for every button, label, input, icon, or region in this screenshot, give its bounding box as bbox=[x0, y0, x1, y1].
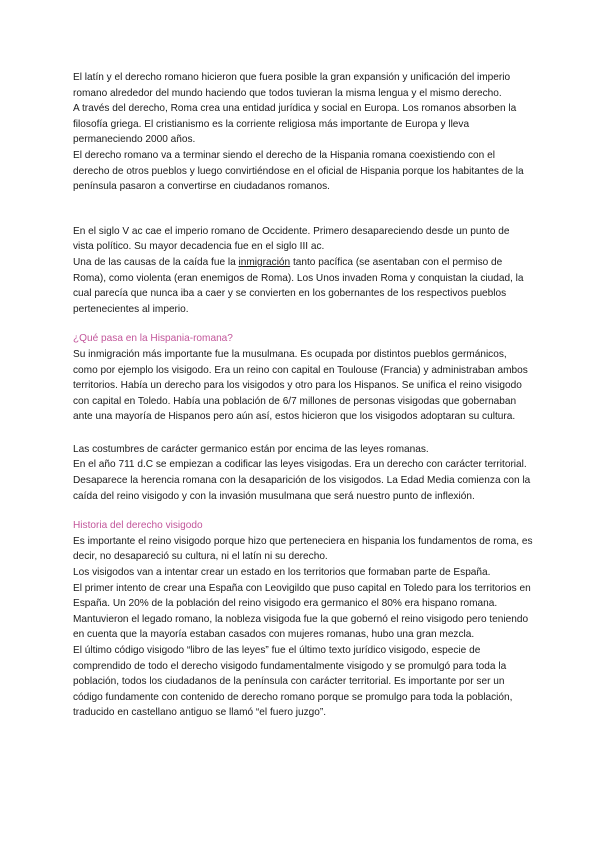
paragraph: El derecho romano va a terminar siendo el derecho de la Hispania romana coexistiendo con el derecho de otros pueblos y luego convirtiéndose en el oficial de Hispania porque los habitantes de la península pasaron a convertirse en ciudadanos romanos. bbox=[73, 149, 524, 193]
spacer bbox=[73, 317, 533, 331]
spacer bbox=[73, 425, 533, 442]
paragraph: A través del derecho, Roma crea una entidad jurídica y social en Europa. Los romanos absorben la filosofía griega. El cristianismo es la corriente religiosa más importante de Europa y lleva permaneciendo 2000 años. bbox=[73, 103, 517, 146]
paragraph: El latín y el derecho romano hicieron que fuera posible la gran expansión y unificación del imperio romano alrededor del mundo haciendo que todos tuvieran la misma lengua y el mismo derecho. bbox=[73, 72, 511, 99]
paragraph: Los visigodos van a intentar crear un estado en los territorios que formaban parte de España. bbox=[73, 567, 491, 579]
paragraph: Desaparece la herencia romana con la desaparición de los visigodos. La Edad Media comienza con la caída del reino visigodo y con la invasión musulmana que será nuestro punto de inflexión. bbox=[73, 475, 531, 502]
section-hispania-romana bbox=[73, 331, 533, 504]
paragraph: El último código visigodo “libro de las leyes” fue el último texto jurídico visigodo, especie de comprendido de todo el derecho visigodo fundamentalmente visigodo y se promulgó para toda la población, todos los ciudadanos de la península con carácter territorial. Es importante por ser un código fundamente con contenido de derecho romano porque se promulgo para toda la población, traducido en castellano antiguo se llamó “el fuero juzgo”. bbox=[73, 645, 513, 719]
paragraph: En el año 711 d.C se empiezan a codificar las leyes visigodas. Era un derecho con carácter territorial. bbox=[73, 459, 527, 471]
text-run: tanto pacífica (se asentaban con el permiso de Roma), como violenta (eran enemigos de Roma). Los Unos invaden Roma y conquistan la ciudad, la cual parecía que nunca iba a caer y se convierten en los gobernantes de los respectivos pueblos pertenecientes al imperio. bbox=[73, 256, 524, 315]
section-heading: ¿Qué pasa en la Hispania-romana? bbox=[73, 333, 233, 345]
spacer bbox=[73, 195, 533, 224]
spacer bbox=[73, 504, 533, 518]
text-run: Una de las causas de la caída fue la bbox=[73, 256, 239, 268]
paragraph: El primer intento de crear una España con Leovigildo que puso capital en Toledo para los territorios en España. Un 20% de la población del reino visigodo era germanico el 80% era hispano romana. Mantuvieron el legado romano, la nobleza visigoda fue la que gobernó el reino visigodo pero teniendo en cuenta que la mayoría estaban casados con mujeres romanas, hubo una gran mezcla. bbox=[73, 582, 531, 641]
section-visigothic-law bbox=[73, 518, 533, 721]
section-fall-of-rome bbox=[73, 224, 533, 318]
section-heading: Historia del derecho visigodo bbox=[73, 520, 203, 532]
section-roman-law bbox=[73, 70, 533, 195]
document-page bbox=[73, 70, 533, 721]
underlined-term: inmigración bbox=[238, 256, 291, 268]
paragraph bbox=[73, 255, 533, 317]
paragraph: En el siglo V ac cae el imperio romano de Occidente. Primero desapareciendo desde un punto de vista político. Su mayor decadencia fue en el siglo III ac. bbox=[73, 225, 510, 253]
paragraph: Su inmigración más importante fue la musulmana. Es ocupada por distintos pueblos germánicos, como por ejemplo los visigodo. Era un reino con capital en Toulouse (Francia) y administraban ambos territorios. Había un derecho para los visigodos y otro para los Hispanos. Se unifica el reino visigodo con capital en Toledo. Había una población de 6/7 millones de personas visigodas que gobernaban ante una mayoría de Hispanos pero aún así, estos hicieron que los visigodos adoptaran su cultura. bbox=[73, 348, 528, 423]
paragraph: Es importante el reino visigodo porque hizo que perteneciera en hispania los fundamentos de roma, es decir, no desapareció su cultura, ni el latín ni su derecho. bbox=[73, 535, 533, 563]
paragraph: Las costumbres de carácter germanico están por encima de las leyes romanas. bbox=[73, 443, 429, 455]
